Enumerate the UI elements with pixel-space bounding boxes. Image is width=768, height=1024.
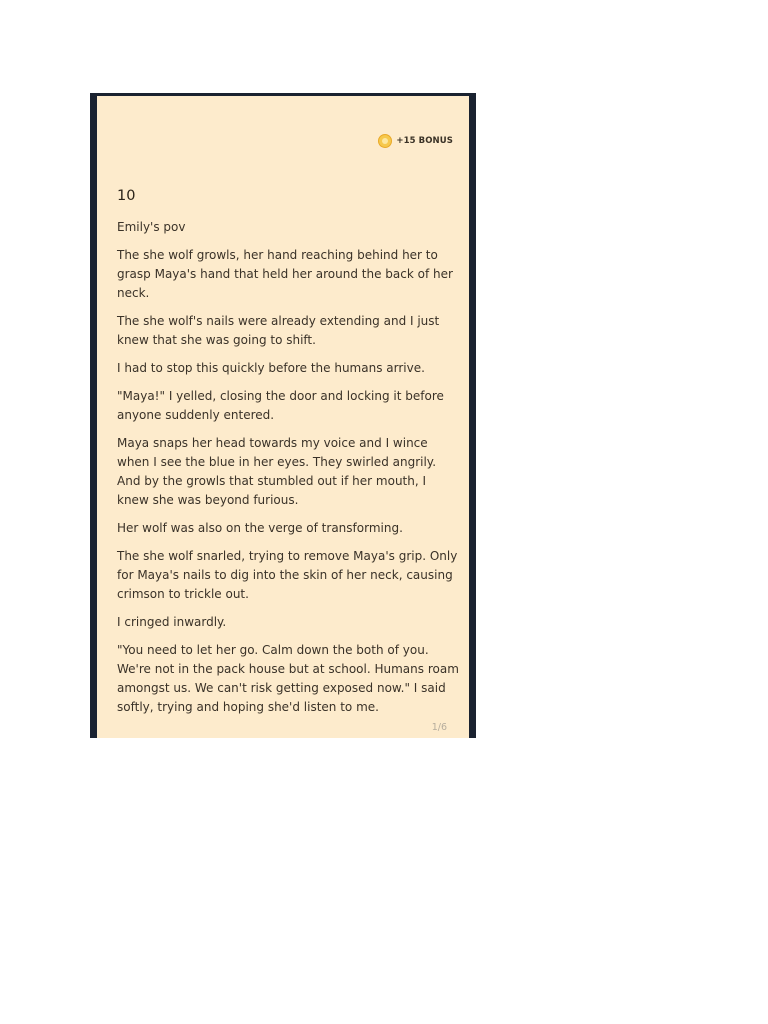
chapter-paragraph: Emily's pov — [117, 220, 186, 234]
chapter-paragraph: Maya snaps her head towards my voice and I wince when I see the blue in her eyes. They swirled angrily. And by the growls that stumbled out if her mouth, I knew she was beyond furious. — [117, 436, 437, 507]
chapter-paragraph: Her wolf was also on the verge of transforming. — [117, 521, 403, 535]
device-frame — [90, 93, 476, 738]
chapter-paragraph: "Maya!" I yelled, closing the door and locking it before anyone suddenly entered. — [117, 389, 444, 422]
page-indicator: 1/6 — [431, 722, 447, 733]
chapter-paragraph: The she wolf's nails were already extending and I just knew that she was going to shift. — [117, 314, 440, 347]
chapter-paragraph: I had to stop this quickly before the humans arrive. — [117, 361, 425, 375]
chapter-number: 10 — [117, 188, 136, 204]
coin-icon — [378, 134, 392, 148]
bonus-label: +15 BONUS — [396, 136, 453, 146]
reader-page[interactable] — [97, 96, 469, 738]
bonus-badge[interactable] — [378, 132, 453, 150]
chapter-paragraph: The she wolf growls, her hand reaching behind her to grasp Maya's hand that held her around the back of her neck. — [117, 248, 453, 300]
chapter-paragraph: I cringed inwardly. — [117, 615, 227, 629]
chapter-paragraph: The she wolf snarled, trying to remove Maya's grip. Only for Maya's nails to dig into the skin of her neck, causing crimson to trickle out. — [117, 549, 458, 601]
chapter-body — [117, 218, 459, 726]
chapter-paragraph: "You need to let her go. Calm down the both of you. We're not in the pack house but at school. Humans roam amongst us. We can't risk getting exposed now." I said softly, trying and hoping she'd listen to me. — [117, 643, 459, 714]
